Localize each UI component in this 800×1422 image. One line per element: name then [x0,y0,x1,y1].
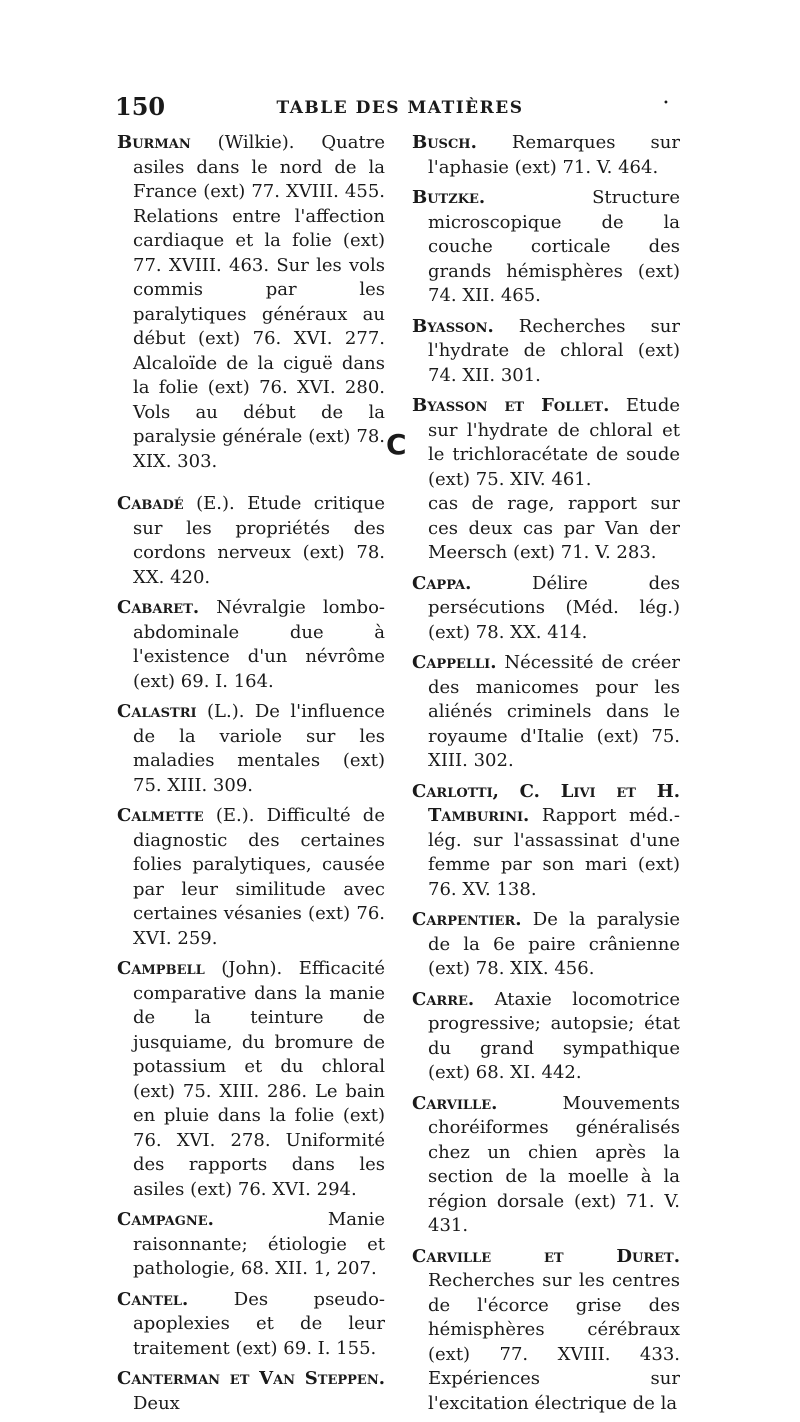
entry-text: Rapport méd.-lég. sur l'assassinat d'une femme par son mari (ext) 76. XV. 138. [428,805,680,900]
index-entry [117,1367,385,1416]
index-entry [117,1208,385,1282]
entry-author: Carville et Duret. [412,1245,680,1267]
entry-text: Recherches sur les centres de l'écorce grise des hémisphères cérébraux (ext) 77. XVIII. 433. Expériences sur l'excitation électrique de la [428,1270,680,1414]
index-entry [412,131,680,180]
column-bottom-right [412,492,680,1422]
index-entry [412,988,680,1086]
entry-author: Calmette [117,805,204,826]
column-top-left [117,131,385,480]
entry-author: Butzke. [412,187,486,208]
entry-author: Carville. [412,1092,498,1114]
index-entry [412,908,680,982]
entry-author: Carpentier. [412,909,522,930]
entry-author: Campagne. [117,1209,214,1230]
entry-text: Nécessité de créer des manicomes pour les aliénés criminels dans le royaume d'Italie (ext) 75. XIII. 302. [428,652,680,771]
index-entry [412,394,680,492]
entry-text: (L.). De l'influence de la variole sur les maladies mentales (ext) 75. XIII. 309. [133,701,385,796]
entry-text: Structure microscopique de la couche corticale des grands hémisphères (ext) 74. XII. 465. [428,187,680,306]
entry-text: (Wilkie). Quatre asiles dans le nord de la France (ext) 77. XVIII. 455. Relations entre l'affection cardiaque et la folie (ext) 77. XVIII. 463. Sur les vols commis par les paralytiques généraux au début (ext) 76. XVI. 277. Alcaloïde de la ciguë dans la folie (ext) 76. XVI. 280. Vols au début de la paralysie générale (ext) 78. XIX. 303. [133,132,385,472]
entry-text: Manie raisonnante; étiologie et pathologie, 68. XII. 1, 207. [133,1209,385,1279]
entry-author: Busch. [412,132,477,153]
entry-text: Névralgie lombo-abdominale due à l'existence d'un névrôme (ext) 69. I. 164. [133,597,385,692]
entry-author: Cabadé [117,493,184,514]
printer-mark: • [663,98,669,109]
entry-author: Carlotti, C. Livi et H. Tamburini. [412,780,680,826]
column-top-right [412,131,680,498]
index-entry [412,572,680,646]
page-number: 150 [115,92,166,121]
entry-author: Cantel. [117,1288,189,1310]
index-entry [412,651,680,774]
index-entry [412,492,680,566]
entry-text: (E.). Difficulté de diagnostic des certaines folies paralytiques, causée par leur similitude avec certaines vésanies (ext) 76. XVI. 259. [133,805,385,949]
index-entry [117,957,385,1202]
index-entry [117,596,385,694]
entry-text: (John). Efficacité comparative dans la manie de la teinture de jusquiame, du bromure de potassium et du chloral (ext) 75. XIII. 286. Le bain en pluie dans la folie (ext) 76. XVI. 278. Uniformité des rapports dans les asiles (ext) 76. XVI. 294. [133,958,385,1200]
index-entry [412,1092,680,1239]
index-entry [412,186,680,309]
index-entry [117,131,385,474]
section-letter: C [386,428,407,461]
entry-author: Byasson et Follet. [412,395,610,416]
entry-author: Calastri [117,701,197,722]
entry-text: Des pseudo-apoplexies et de leur traitement (ext) 69. I. 155. [133,1288,385,1359]
entry-text: Remarques sur l'aphasie (ext) 71. V. 464. [428,132,680,178]
running-title: TABLE DES MATIÈRES [276,98,524,118]
entry-text: Délire des persécutions (Méd. lég.) (ext) 78. XX. 414. [428,572,680,643]
entry-text: (E.). Etude critique sur les propriétés des cordons nerveux (ext) 78. XX. 420. [133,493,385,588]
index-entry [412,1245,680,1417]
entry-author: Cappelli. [412,652,497,673]
entry-text: Ataxie locomotrice progressive; autopsie; état du grand sympathique (ext) 68. XI. 442. [428,988,680,1083]
index-entry [117,1288,385,1362]
entry-text: Etude sur l'hydrate de chloral et le trichloracétate de soude (ext) 75. XIV. 461. [428,395,680,490]
index-entry [117,492,385,590]
entry-text: Deux [133,1392,180,1414]
entry-author: Carre. [412,988,475,1010]
entry-author: Canterman et Van Steppen. [117,1368,385,1389]
index-entry [412,780,680,903]
entry-text: Mouvements choréiformes généralisés chez un chien après la section de la moelle à la région dorsale (ext) 71. V. 431. [428,1092,680,1236]
entry-text: cas de rage, rapport sur ces deux cas par Van der Meersch (ext) 71. V. 283. [428,493,680,563]
column-bottom-left [117,492,385,1422]
entry-author: Cappa. [412,572,472,594]
entry-text: Recherches sur l'hydrate de chloral (ext) 74. XII. 301. [428,315,680,386]
index-entry [117,700,385,798]
entry-author: Byasson. [412,315,494,337]
index-entry [117,804,385,951]
entry-text: De la paralysie de la 6e paire crânienne (ext) 78. XIX. 456. [428,909,680,979]
page-header [115,92,685,122]
index-entry [412,315,680,389]
entry-author: Cabaret. [117,597,200,618]
entry-author: Campbell [117,958,205,979]
entry-author: Burman [117,132,191,153]
